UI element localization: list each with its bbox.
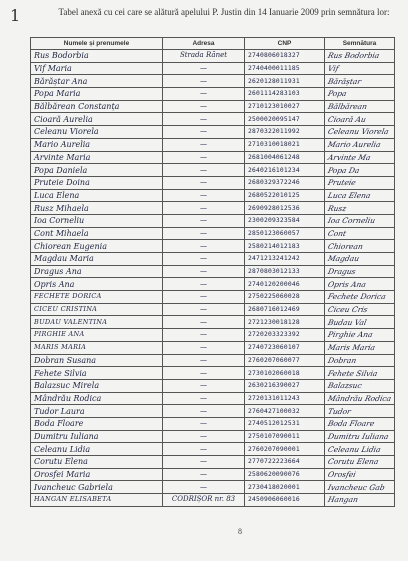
row-signature: Corutu Elena [327,457,380,467]
row-cnp: 2850123060057 [248,229,300,237]
row-address: — [200,406,207,415]
row-signature: Boda Floare [327,419,376,429]
row-cnp: 2750225060028 [248,293,300,301]
table-row [31,214,395,227]
row-signature: Arvinte Ma [327,152,372,162]
row-signature: Rus Bodorbia [327,51,381,61]
row-signature: Popa Da [327,165,361,175]
table-row [31,75,395,88]
row-cnp: 2720131011243 [248,394,300,402]
row-name: Cioară Aurelia [34,114,93,124]
row-name: Fehete Silvia [34,368,87,378]
row-name: Popa Daniela [34,165,88,175]
row-cnp: 2740723060107 [248,344,300,352]
row-signature: Fechete Dorica [327,292,387,302]
row-name: Balazsuc Mirela [34,381,100,391]
row-signature: Tudor [327,406,352,416]
row-name: MARIS MARIA [34,343,87,352]
row-signature: Budau Val [327,317,368,327]
row-name: Ioa Corneliu [34,216,85,226]
table-row [31,164,395,177]
table-row [31,240,395,253]
row-signature: Bărăștar [327,76,362,86]
row-cnp: 2760207060077 [248,356,300,364]
row-address: — [200,355,207,364]
row-address: — [200,165,207,174]
row-signature: Cont [327,228,348,238]
row-name: Bălbărean Constanța [34,102,120,112]
row-address: — [200,444,207,453]
row-name: Ivancheuc Gabriela [34,482,113,492]
row-cnp: 2730102060018 [248,369,300,377]
table-row [31,392,395,405]
row-signature: Celeanu Lidia [327,444,382,454]
row-name: Magdau Maria [34,254,94,264]
row-address: — [200,317,207,326]
row-name: Cont Mihaela [34,228,89,238]
row-address: — [200,114,207,123]
row-address: — [200,292,207,301]
row-signature: Popa [327,89,348,99]
footer-mark: 8 [238,527,242,536]
table-body [31,50,395,507]
row-name: Opris Ana [34,279,75,289]
row-cnp: 2740806018327 [248,52,300,60]
row-name: Arvinte Maria [34,152,91,162]
row-name: Celeanu Viorela [34,127,99,137]
row-signature: Fehete Silvia [327,368,379,378]
row-cnp: 2721230018128 [248,318,300,326]
row-address: — [200,140,207,149]
table-row [31,100,395,113]
row-address: — [200,178,207,187]
row-name: Tudor Laura [34,406,85,416]
row-cnp: 2690928012536 [248,204,300,212]
row-cnp: 2680522010125 [248,191,300,199]
table-row [31,481,395,494]
row-address: — [200,419,207,428]
page-number-mark: 1 [10,6,21,25]
row-address: — [200,368,207,377]
row-signature: Mario Aurelia [327,140,382,150]
row-signature: Bălbărean [327,102,368,112]
row-cnp: 2770722223664 [248,458,300,466]
row-cnp: 2450906060016 [248,496,300,504]
row-address: — [200,228,207,237]
table-row [31,367,395,380]
row-name: CICEU CRISTINA [34,305,98,314]
row-signature: Celeanu Viorela [327,127,390,137]
row-name: Rusz Mihaela [34,203,89,213]
row-address: — [200,431,207,440]
row-signature: Mândrău Rodica [327,393,393,403]
row-name: Celeanu Lidia [34,444,91,454]
row-cnp: 2630216390027 [248,382,300,390]
row-signature: Pruteie [327,178,357,188]
row-signature: Opris Ana [327,279,367,289]
row-address: — [200,482,207,491]
row-signature: Vif [327,64,340,74]
table-row [31,126,395,139]
row-signature: Ciceu Cris [327,305,369,315]
row-name: Popa Maria [34,89,81,99]
header-cnp: CNP [245,38,325,50]
table-row [31,202,395,215]
row-cnp: 2870803012133 [248,268,300,276]
row-address: — [200,241,207,250]
table-row [31,405,395,418]
row-name: Dumitru Iuliana [34,431,99,441]
table-row [31,341,395,354]
row-address: — [200,254,207,263]
row-cnp: 2870322011992 [248,128,300,136]
row-cnp: 2680716012469 [248,306,300,314]
row-signature: Dobran [327,355,358,365]
row-address: — [200,279,207,288]
table-row [31,316,395,329]
row-address: — [200,216,207,225]
row-name: Rus Bodorbia [34,51,89,61]
table-row [31,354,395,367]
row-cnp: 2601114283103 [248,90,300,98]
row-signature: Balazsuc [327,381,363,391]
row-name: HANGAN ELISABETA [34,495,112,504]
table-row [31,253,395,266]
row-cnp: 2720203323392 [248,331,300,339]
row-address: — [200,470,207,479]
table-row [31,138,395,151]
table-row [31,278,395,291]
table-row [31,50,395,63]
row-name: FECHETE DORICA [34,292,102,301]
row-cnp: 2580214012183 [248,242,300,250]
table-row [31,417,395,430]
row-cnp: 2580620090076 [248,471,300,479]
table-row [31,189,395,202]
row-cnp: 2740512012531 [248,420,300,428]
table-row [31,379,395,392]
signature-table [30,37,395,507]
row-signature: Maris Maria [327,343,376,353]
table-row [31,151,395,164]
row-name: Boda Floare [34,419,84,429]
table-row [31,227,395,240]
table-row [31,456,395,469]
row-name: Bărăștar Ana [34,76,88,86]
row-signature: Hangan [327,495,359,505]
document-title: Tabel anexă cu cei care se alătură apelului P. Justin din 14 Ianuarie 2009 prin semnătura lor: [58,7,390,17]
row-signature: Cioară Au [327,114,367,124]
table-row [31,494,395,507]
row-name: Corutu Elena [34,457,88,467]
row-name: Dragus Ana [34,267,82,277]
row-address: — [200,102,207,111]
row-name: Orosfei Maria [34,470,91,480]
table-row [31,176,395,189]
row-address: — [200,89,207,98]
table-row [31,303,395,316]
header-address: Adresa [163,38,245,50]
row-address: — [200,76,207,85]
row-name: Vif Maria [34,64,72,74]
row-address: — [200,127,207,136]
table-row [31,265,395,278]
row-cnp: 2681004061248 [248,153,300,161]
table-row [31,113,395,126]
row-signature: Ivancheuc Gab [327,482,386,492]
row-signature: Chiorean [327,241,364,251]
row-address: — [200,152,207,161]
table-row [31,62,395,75]
row-cnp: 2760427100032 [248,407,300,415]
table-row [31,329,395,342]
table-row [31,443,395,456]
row-cnp: 2710123010027 [248,103,300,111]
row-cnp: 2740120200046 [248,280,300,288]
row-cnp: 2750107090011 [248,432,300,440]
row-cnp: 2710310018021 [248,141,300,149]
row-address: — [200,64,207,73]
row-name: Pruteie Doina [34,178,90,188]
header-signature: Semnătura [325,38,395,50]
row-address: — [200,393,207,402]
table-header-row [31,38,395,50]
table-row [31,430,395,443]
header-name: Numele și prenumele [31,38,163,50]
row-address: — [200,203,207,212]
row-name: Mario Aurelia [34,140,91,150]
row-address: — [200,267,207,276]
table-row [31,291,395,304]
row-name: Mândrău Rodica [34,393,102,403]
row-cnp: 2500020095147 [248,115,300,123]
row-signature: Magdau [327,254,361,264]
row-signature: Ioa Corneliu [327,216,377,226]
row-name: Dobran Susana [34,355,97,365]
row-name: Chiorean Eugenia [34,241,107,251]
row-cnp: 2620128011931 [248,77,300,85]
row-signature: Dragus [327,267,357,277]
row-cnp: 2730418020001 [248,483,300,491]
row-signature: Pirghie Ana [327,330,374,340]
row-cnp: 2680329372246 [248,179,300,187]
row-signature: Luca Elena [327,190,372,200]
row-address: — [200,305,207,314]
row-signature: Rusz [327,203,348,213]
row-address: — [200,457,207,466]
row-signature: Orosfei [327,470,357,480]
row-name: PIRGHIE ANA [34,330,85,339]
row-cnp: 2300209323584 [248,217,300,225]
table-row [31,88,395,101]
row-address: Strada Rãnet [179,51,228,60]
row-cnp: 2740400011185 [248,65,300,73]
row-cnp: 2760207090001 [248,445,300,453]
table-row [31,468,395,481]
row-address: — [200,343,207,352]
row-address: — [200,190,207,199]
row-cnp: 2471213241242 [248,255,300,263]
row-address: CODRIȘOR nr. 83 [171,495,236,504]
row-name: BUDAU VALENTINA [34,317,108,326]
row-signature: Dumitru Iuliana [327,431,390,441]
row-address: — [200,330,207,339]
row-address: — [200,381,207,390]
row-name: Luca Elena [34,190,80,200]
row-cnp: 2640216101234 [248,166,300,174]
